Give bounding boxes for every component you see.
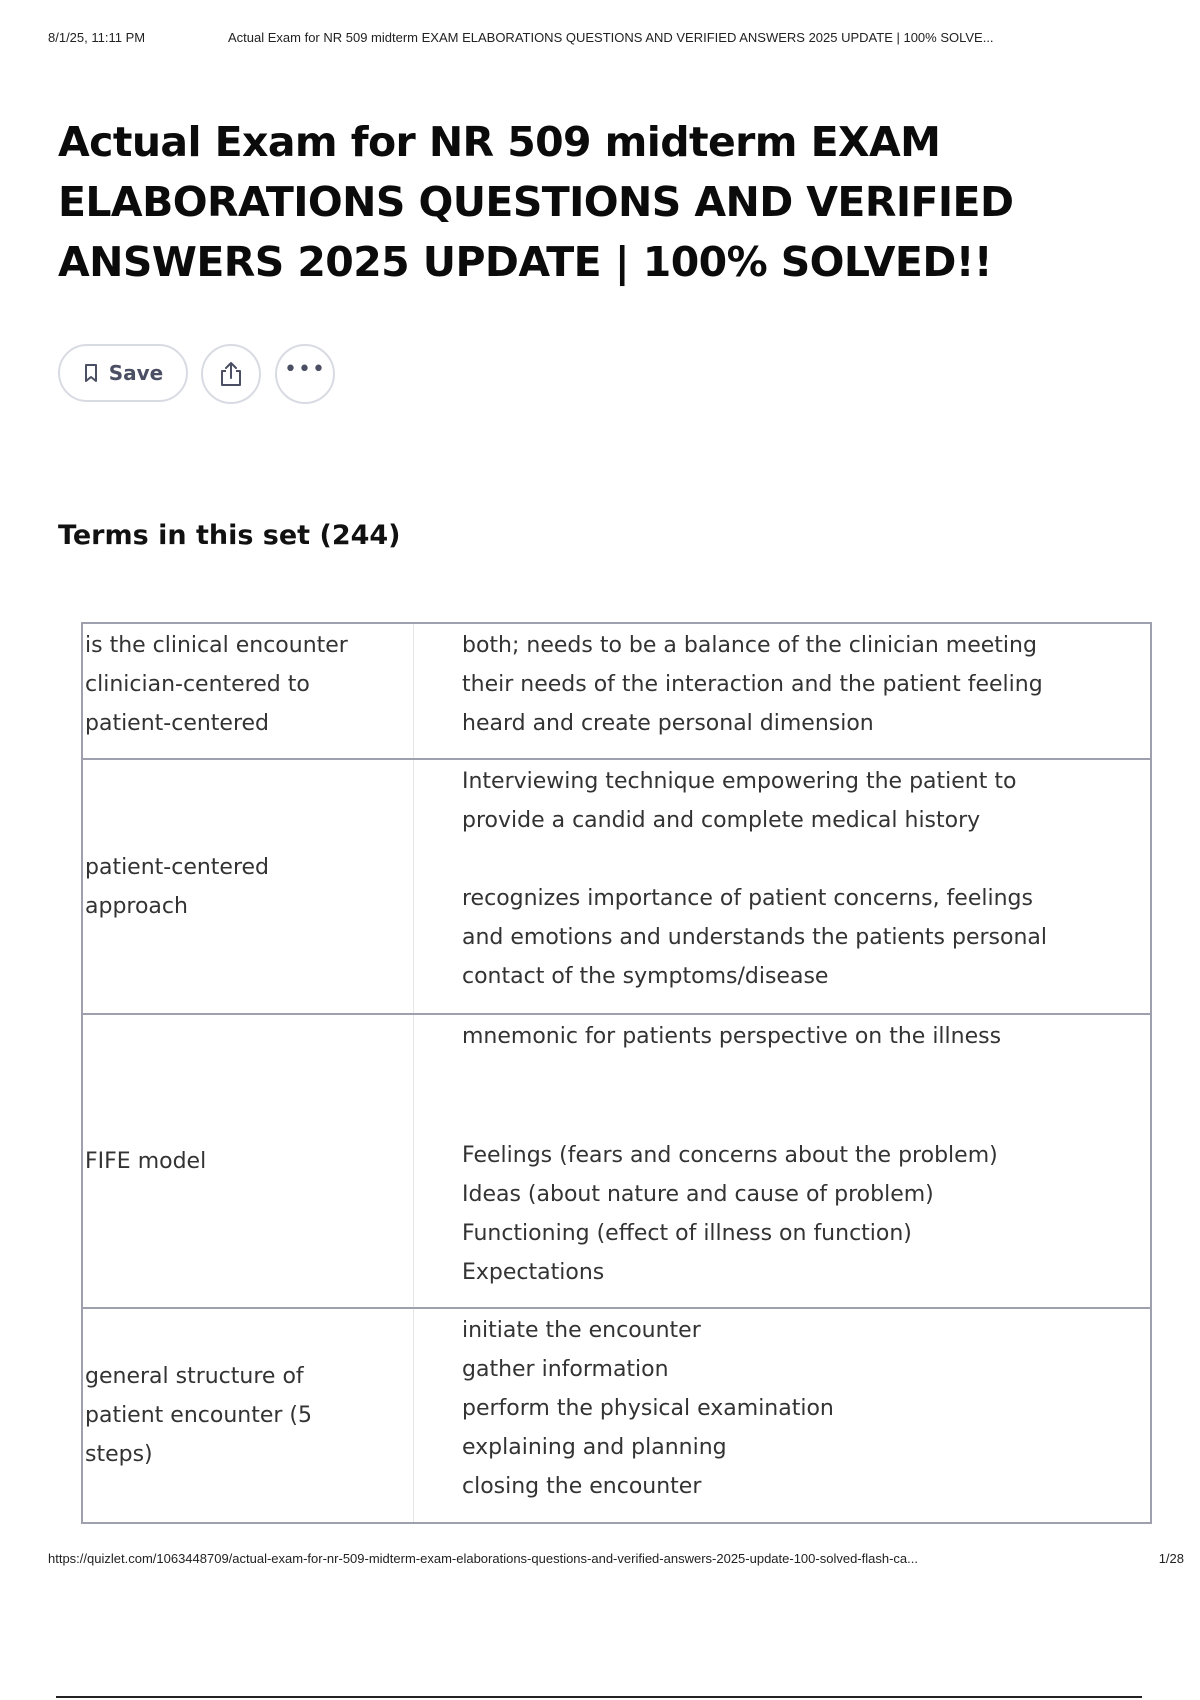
- term-line: patient-centered: [85, 711, 270, 736]
- definition-line: gather information: [462, 1357, 669, 1382]
- page-number: 1/28: [1158, 1551, 1184, 1566]
- definition-line: both; needs to be a balance of the clinician meeting: [462, 633, 1037, 658]
- term-line: general structure of: [85, 1364, 304, 1389]
- definition-line: Ideas (about nature and cause of problem): [462, 1182, 934, 1207]
- term-line: patient encounter (5: [85, 1403, 312, 1428]
- definition-line: perform the physical examination: [462, 1396, 834, 1421]
- definition-line: mnemonic for patients perspective on the illness: [462, 1024, 1002, 1049]
- save-button[interactable]: [58, 344, 188, 402]
- share-icon: [218, 360, 244, 388]
- term-line: patient-centered: [85, 854, 270, 880]
- term-cell: [82, 1308, 414, 1523]
- definition-line: Expectations: [462, 1260, 605, 1285]
- definition-cell: [414, 759, 1152, 1014]
- terms-table: [81, 622, 1152, 1524]
- term-line: FIFE model: [85, 1148, 207, 1174]
- definition-line: heard and create personal dimension: [462, 711, 874, 736]
- table-row: [82, 1014, 1151, 1308]
- definition-line: their needs of the interaction and the patient feeling: [462, 672, 1043, 697]
- definition-cell: [414, 1308, 1152, 1523]
- definition-line: contact of the symptoms/disease: [462, 964, 829, 989]
- term-line: clinician-centered to: [85, 672, 310, 697]
- definition-line: initiate the encounter: [462, 1318, 701, 1343]
- share-button[interactable]: [201, 344, 261, 404]
- bookmark-icon: [83, 363, 99, 383]
- print-footer: [48, 1551, 1184, 1571]
- divider: [56, 1696, 1142, 1698]
- definition-cell: [414, 1014, 1152, 1308]
- paragraph-gap: [462, 1056, 1050, 1136]
- print-header-title: Actual Exam for NR 509 midterm EXAM ELABORATIONS QUESTIONS AND VERIFIED ANSWERS 2025 UPDATE | 100% SOLVE...: [228, 30, 994, 45]
- definition-line: Feelings (fears and concerns about the problem): [462, 1143, 998, 1168]
- print-date: 8/1/25, 11:11 PM: [48, 30, 146, 45]
- table-row: [82, 1308, 1151, 1523]
- definition-line: and emotions and understands the patients personal: [462, 925, 1047, 950]
- table-row: [82, 623, 1151, 759]
- page-title: Actual Exam for NR 509 midterm EXAM ELABORATIONS QUESTIONS AND VERIFIED ANSWERS 2025 UPDATE | 100% SOLVED!!: [58, 118, 1014, 286]
- more-options-button[interactable]: [275, 344, 335, 404]
- term-cell: [82, 1014, 414, 1308]
- save-button-label: Save: [108, 361, 164, 385]
- page-url: https://quizlet.com/1063448709/actual-exam-for-nr-509-midterm-exam-elaborations-questions-and-verified-answers-2025-update-100-solved-flash-ca...: [48, 1551, 918, 1566]
- definition-cell: [414, 623, 1152, 759]
- term-cell: [82, 623, 414, 759]
- more-icon: •••: [284, 357, 326, 382]
- paragraph-gap: [462, 840, 1050, 879]
- definition-line: explaining and planning: [462, 1435, 727, 1460]
- term-cell: [82, 759, 414, 1014]
- term-line: steps): [85, 1442, 153, 1467]
- definition-line: closing the encounter: [462, 1474, 702, 1499]
- definition-line: recognizes importance of patient concerns, feelings: [462, 886, 1033, 911]
- print-header: [48, 30, 1176, 50]
- term-line: approach: [85, 893, 188, 919]
- definition-line: Functioning (effect of illness on function): [462, 1221, 912, 1246]
- table-row: [82, 759, 1151, 1014]
- definition-line: provide a candid and complete medical history: [462, 808, 981, 833]
- definition-line: Interviewing technique empowering the patient to: [462, 769, 1017, 794]
- term-line: is the clinical encounter: [85, 633, 348, 658]
- terms-heading: Terms in this set (244): [58, 520, 401, 551]
